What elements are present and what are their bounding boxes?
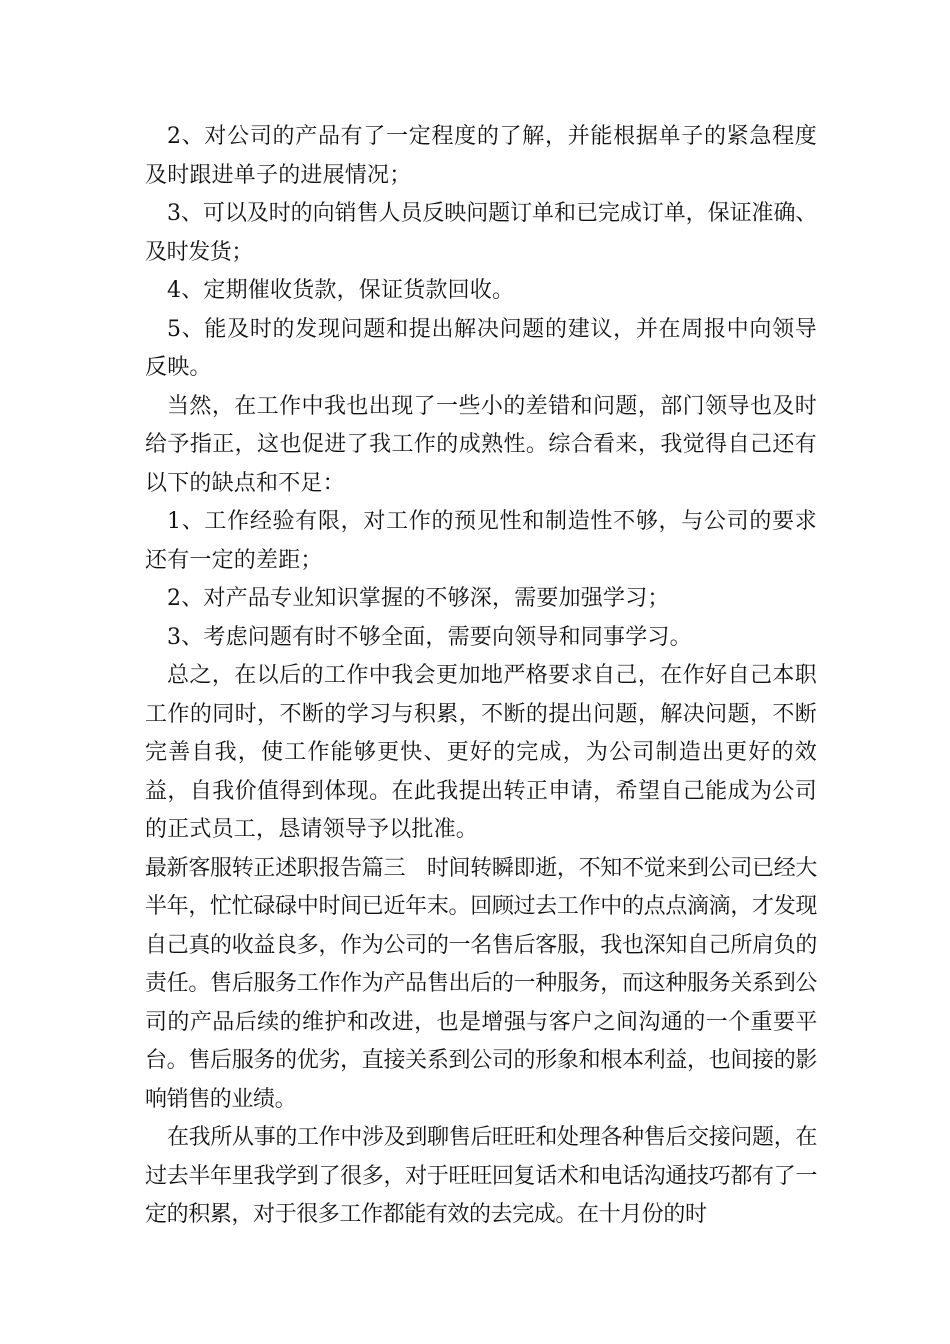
paragraph-shortcoming-1: 1、工作经验有限，对工作的预见性和制造性不够，与公司的要求还有一定的差距； — [145, 509, 817, 573]
paragraph-work-description: 在我所从事的工作中涉及到聊售后旺旺和处理各种售后交接问题，在过去半年里我学到了很多，对于旺旺回复话术和电话沟通技巧都有了一定的积累，对于很多工作都能有效的去完成。在十月份的时 — [145, 1125, 817, 1227]
paragraph-conclusion: 总之，在以后的工作中我会更加地严格要求自己，在作好自己本职工作的同时，不断的学习与积累，不断的提出问题，解决问题，不断完善自我，使工作能够更快、更好的完成，为公司制造出更好的效益，自我价值得到体现。在此我提出转正申请，希望自己能成为公司的正式员工，恳请领导予以批准。 — [145, 663, 817, 842]
document-body — [145, 118, 817, 1235]
paragraph-shortcomings-intro: 当然，在工作中我也出现了一些小的差错和问题，部门领导也及时给予指正，这也促进了我工作的成熟性。综合看来，我觉得自己还有以下的缺点和不足： — [145, 393, 817, 496]
paragraph-item-4: 4、定期催收货款，保证货款回收。 — [167, 278, 515, 303]
paragraph-item-5: 5、能及时的发现问题和提出解决问题的建议，并在周报中向领导反映。 — [145, 316, 817, 380]
paragraph-report-three: 最新客服转正述职报告篇三 时间转瞬即逝，不知不觉来到公司已经大半年，忙忙碌碌中时间已近年末。回顾过去工作中的点点滴滴，才发现自己真的收益良多，作为公司的一名售后客服，我也深知自己所肩负的责任。售后服务工作作为产品售出后的一种服务，而这种服务关系到公司的产品后续的维护和改进，也是增强与客户之间沟通的一个重要平台。售后服务的优劣，直接关系到公司的形象和根本利益，也间接的影响销售的业绩。 — [145, 855, 817, 1112]
paragraph-item-2: 2、对公司的产品有了一定程度的了解，并能根据单子的紧急程度及时跟进单子的进展情况； — [145, 124, 817, 188]
paragraph-item-3: 3、可以及时的向销售人员反映问题订单和已完成订单，保证准确、及时发货； — [145, 201, 817, 265]
paragraph-shortcoming-3: 3、考虑问题有时不够全面，需要向领导和同事学习。 — [167, 624, 692, 650]
paragraph-shortcoming-2: 2、对产品专业知识掌握的不够深，需要加强学习； — [167, 586, 670, 611]
